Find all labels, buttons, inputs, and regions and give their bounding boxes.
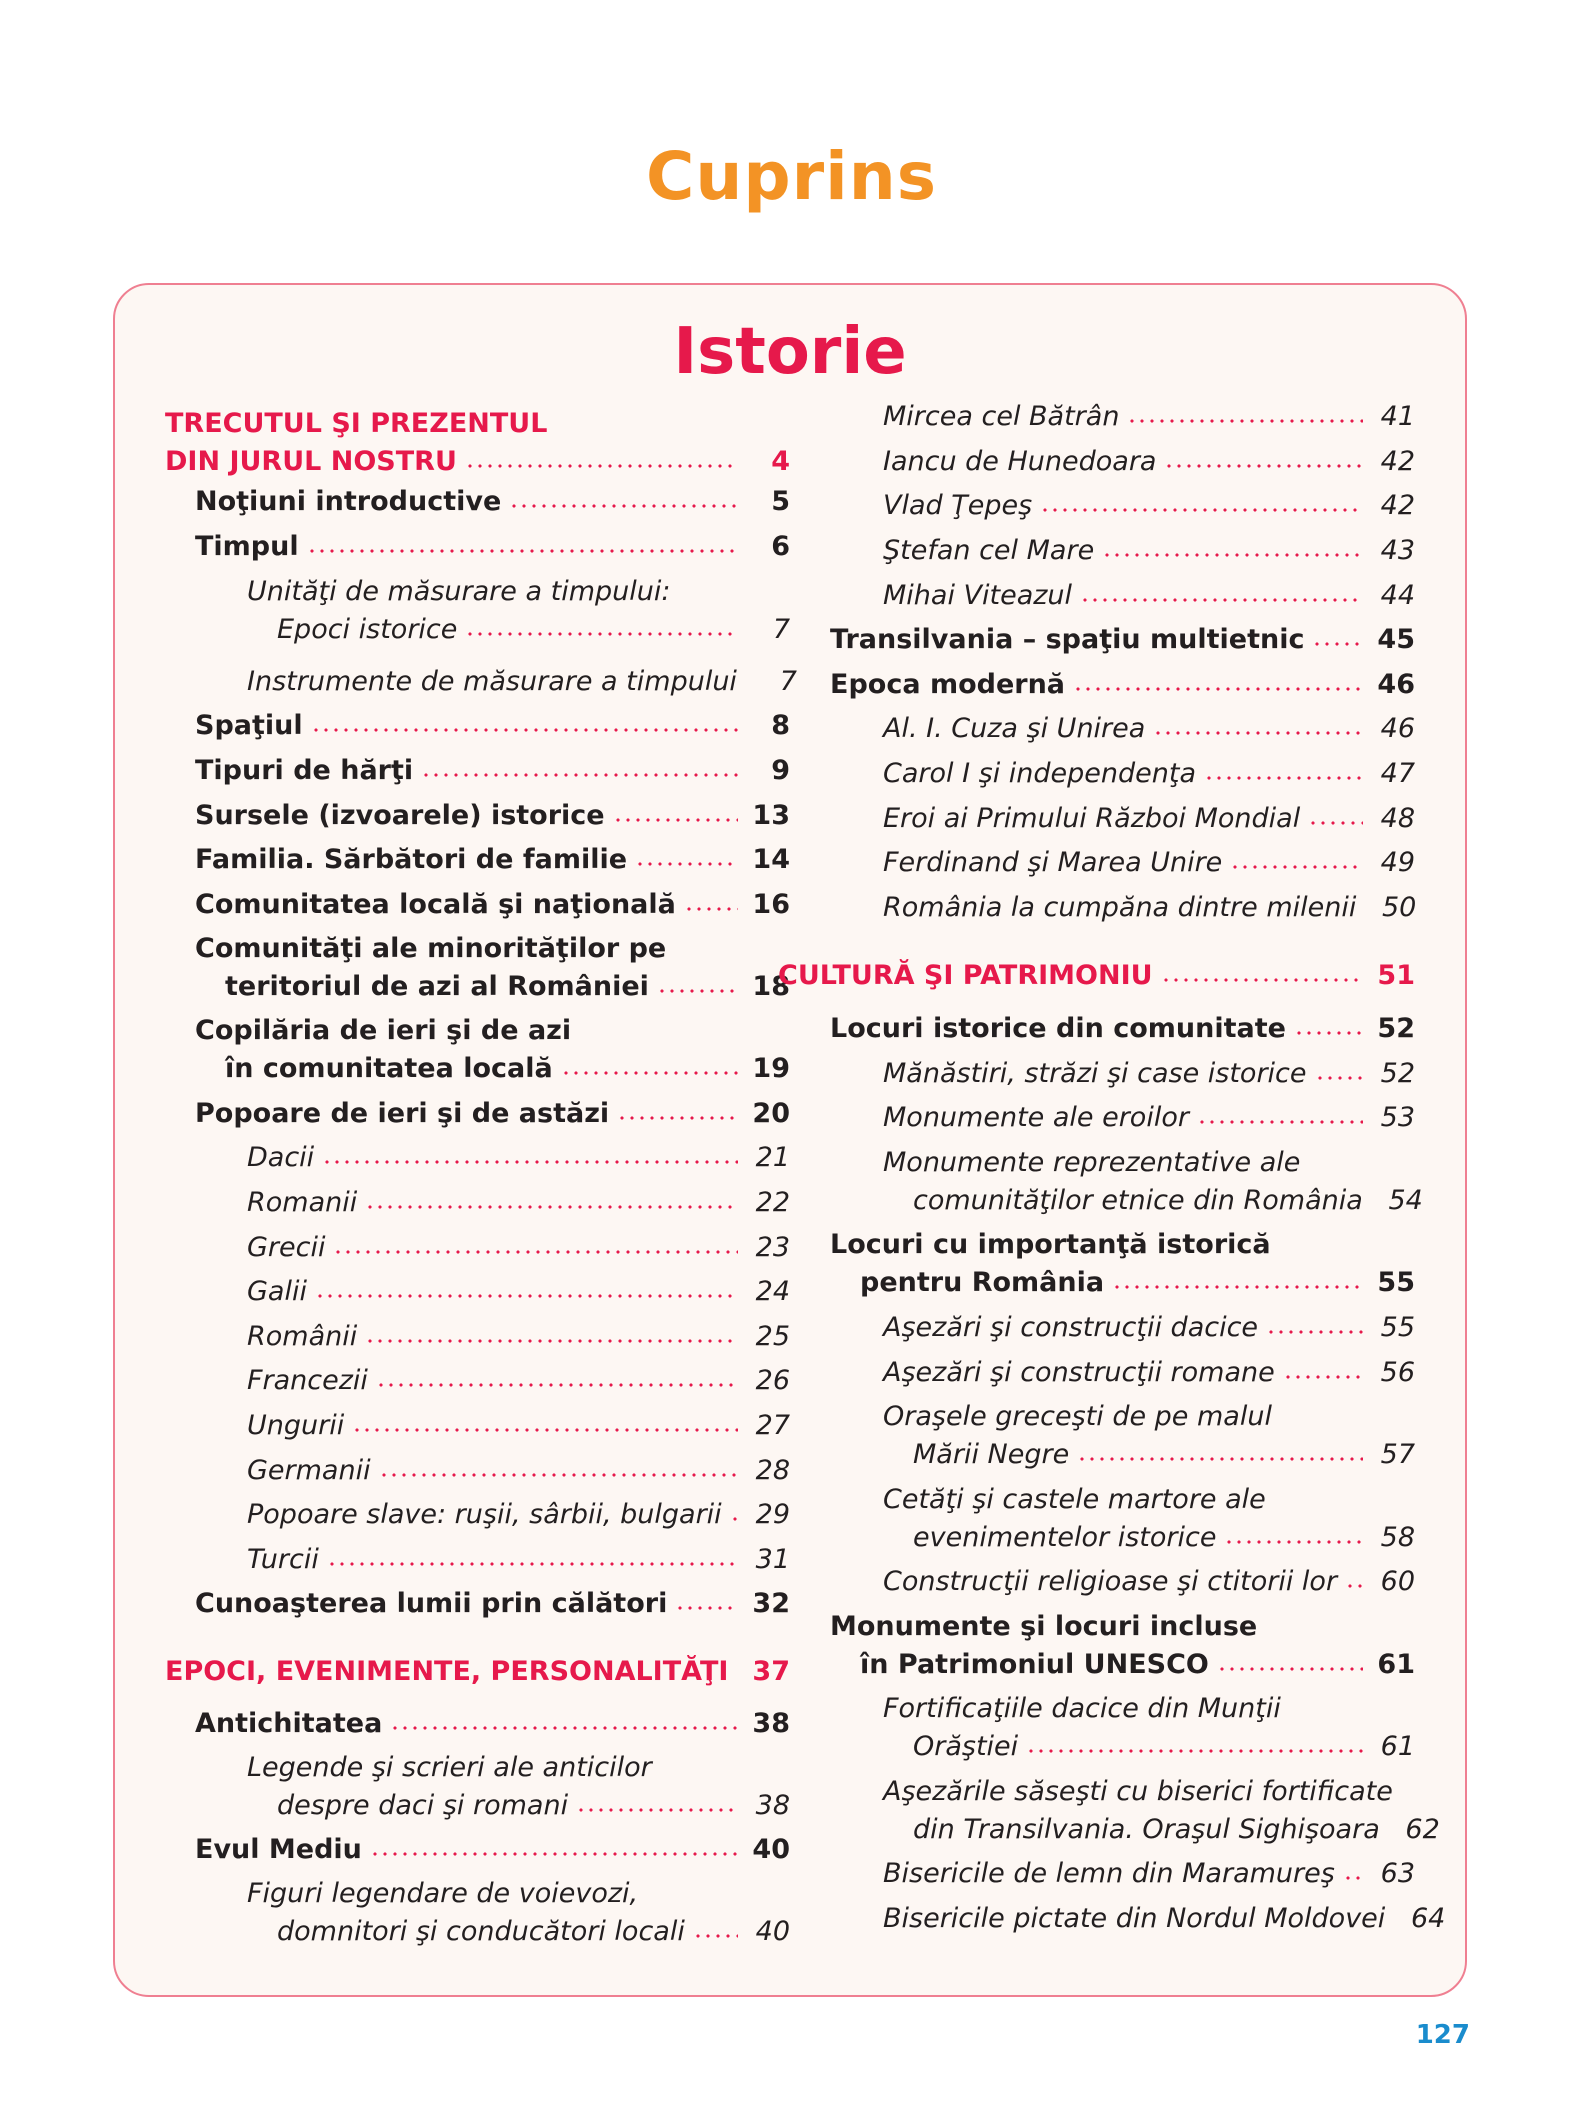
dot-leader xyxy=(1102,553,1363,557)
toc-page-number: 37 xyxy=(752,1656,790,1687)
toc-entry-title-line1: Figuri legendare de voievozi, xyxy=(247,1878,639,1909)
toc-entry-line xyxy=(913,1182,1423,1220)
toc-page-number: 51 xyxy=(1377,960,1415,991)
toc-entry[interactable] xyxy=(165,1541,790,1579)
toc-entry-title: Al. I. Cuza şi Unirea xyxy=(883,713,1146,744)
toc-page-number: 18 xyxy=(752,971,790,1002)
toc-entry-title: Spaţiul xyxy=(195,710,303,741)
toc-page-number: 61 xyxy=(1380,1731,1415,1762)
toc-entry[interactable] xyxy=(805,889,1415,927)
toc-page-number: 8 xyxy=(771,710,790,741)
dot-leader xyxy=(1315,1076,1363,1080)
toc-entry[interactable] xyxy=(805,1398,1415,1474)
toc-entry-title-line1: Comunităţi ale minorităţilor pe xyxy=(195,933,667,964)
toc-entry-title-line1: Monumente şi locuri incluse xyxy=(830,1611,1258,1642)
toc-page-number: 44 xyxy=(1380,580,1415,611)
toc-entry[interactable] xyxy=(165,1184,790,1222)
toc-entry-line xyxy=(247,1273,790,1311)
toc-page-number: 5 xyxy=(771,486,790,517)
toc-page-number: 54 xyxy=(1388,1185,1423,1216)
dot-leader xyxy=(1266,1330,1363,1334)
toc-entry[interactable] xyxy=(165,1318,790,1356)
dot-leader xyxy=(1077,1457,1363,1461)
toc-entry[interactable] xyxy=(165,663,797,701)
toc-entry-title: Locuri istorice din comunitate xyxy=(830,1013,1286,1044)
dot-leader xyxy=(1153,731,1363,735)
toc-entry[interactable] xyxy=(805,621,1415,659)
toc-entry-line xyxy=(247,1452,790,1490)
toc-page-number: 14 xyxy=(752,844,790,875)
toc-entry-title: Antichitatea xyxy=(195,1708,383,1739)
toc-entry-title: evenimentelor istorice xyxy=(913,1522,1217,1553)
toc-entry-title: Ungurii xyxy=(247,1410,345,1441)
toc-entry-line xyxy=(883,532,1415,570)
toc-page-number: 41 xyxy=(1380,401,1415,432)
toc-entry-title: CULTURĂ ŞI PATRIMONIU xyxy=(778,960,1153,991)
dot-leader xyxy=(390,1726,738,1730)
toc-entry-line xyxy=(165,1653,790,1691)
toc-entry-line xyxy=(883,1099,1415,1137)
toc-page-number: 7 xyxy=(779,666,797,697)
toc-section-heading[interactable] xyxy=(778,957,1415,995)
toc-entry-title: Mării Negre xyxy=(913,1439,1070,1470)
toc-entry[interactable] xyxy=(165,1875,790,1951)
toc-entry-title: Transilvania – spaţiu multietnic xyxy=(830,624,1305,655)
toc-entry-title: Galii xyxy=(247,1276,307,1307)
toc-page-number: 64 xyxy=(1410,1903,1446,1934)
toc-page-number: 50 xyxy=(1381,892,1417,923)
toc-section-heading[interactable] xyxy=(165,405,790,481)
toc-entry-title: Evul Mediu xyxy=(195,1834,362,1865)
toc-entry-line xyxy=(830,621,1415,659)
toc-entry-line xyxy=(195,528,790,566)
dot-leader xyxy=(613,818,738,822)
toc-entry[interactable] xyxy=(805,398,1415,436)
toc-entry-title: Dacii xyxy=(247,1142,315,1173)
toc-page-number: 62 xyxy=(1405,1814,1440,1845)
toc-entry-title-line1: Cetăţi şi castele martore ale xyxy=(883,1484,1266,1515)
toc-page-number: 63 xyxy=(1380,1858,1415,1889)
toc-entry-line xyxy=(883,844,1415,882)
toc-page-number: 19 xyxy=(752,1053,790,1084)
toc-entry[interactable] xyxy=(805,844,1415,882)
toc-entry[interactable] xyxy=(805,1055,1415,1093)
toc-page-number: 61 xyxy=(1377,1649,1415,1680)
toc-entry-line xyxy=(195,841,790,879)
toc-page-number: 40 xyxy=(752,1834,790,1865)
toc-page-number: 52 xyxy=(1377,1013,1415,1044)
toc-page-number: 56 xyxy=(1380,1357,1415,1388)
dot-leader xyxy=(675,1606,738,1610)
toc-entry-line xyxy=(913,1811,1440,1849)
toc-entry[interactable] xyxy=(805,532,1415,570)
section-title-istorie: Istorie xyxy=(673,315,907,389)
toc-entry-line xyxy=(883,1354,1415,1392)
toc-entry[interactable] xyxy=(805,1099,1415,1137)
toc-entry[interactable] xyxy=(805,1900,1446,1938)
toc-entry[interactable] xyxy=(165,797,790,835)
toc-page-number: 46 xyxy=(1380,713,1415,744)
toc-entry-title-line1: Fortificaţiile dacice din Munţii xyxy=(883,1693,1281,1724)
toc-entry-line xyxy=(883,1309,1415,1347)
toc-entry-line xyxy=(883,1563,1415,1601)
toc-entry-title: Mănăstiri, străzi şi case istorice xyxy=(883,1058,1307,1089)
toc-entry-title: domnitori şi conducători locali xyxy=(277,1916,685,1947)
toc-page-number: 53 xyxy=(1380,1102,1415,1133)
toc-entry-title: Monumente ale eroilor xyxy=(883,1102,1189,1133)
dot-leader xyxy=(315,1294,738,1298)
toc-entry-title: în Patrimoniul UNESCO xyxy=(860,1649,1209,1680)
toc-entry[interactable] xyxy=(165,930,790,1006)
dot-leader xyxy=(736,1674,738,1678)
toc-entry-title: Construcţii religioase şi ctitorii lor xyxy=(883,1566,1338,1597)
toc-entry[interactable] xyxy=(805,1144,1423,1220)
dot-leader xyxy=(1345,1584,1363,1588)
toc-entry[interactable] xyxy=(805,1481,1415,1557)
toc-entry[interactable] xyxy=(165,1407,790,1445)
toc-entry-line xyxy=(883,800,1415,838)
dot-leader xyxy=(352,1428,738,1432)
toc-entry-title-line1: Monumente reprezentative ale xyxy=(883,1147,1301,1178)
dot-leader xyxy=(1343,1876,1363,1880)
toc-entry-title-line1: TRECUTUL ŞI PREZENTUL xyxy=(165,408,548,439)
dot-leader xyxy=(617,1116,738,1120)
toc-entry-title: Bisericile de lemn din Maramureş xyxy=(883,1858,1335,1889)
toc-entry-line xyxy=(913,1519,1415,1557)
toc-entry-line xyxy=(883,1855,1415,1893)
dot-leader xyxy=(1230,865,1363,869)
toc-entry-line xyxy=(860,1264,1415,1302)
dot-leader xyxy=(1312,642,1363,646)
toc-entry-line xyxy=(195,1585,790,1623)
dot-leader xyxy=(307,549,738,553)
toc-entry-line xyxy=(883,889,1415,927)
toc-page-number: 38 xyxy=(755,1790,790,1821)
toc-page-number: 27 xyxy=(755,1410,790,1441)
toc-entry-title: România la cumpăna dintre milenii xyxy=(883,892,1357,923)
toc-entry-line xyxy=(195,1095,790,1133)
toc-entry[interactable] xyxy=(165,483,790,521)
dot-leader xyxy=(1073,687,1363,691)
toc-page-number: 22 xyxy=(755,1187,790,1218)
toc-page-number: 20 xyxy=(752,1098,790,1129)
toc-entry-line xyxy=(277,611,790,649)
toc-entry[interactable] xyxy=(165,573,790,649)
toc-entry-title: Aşezări şi construcţii romane xyxy=(883,1357,1275,1388)
dot-leader xyxy=(1164,464,1363,468)
toc-entry-line xyxy=(883,1900,1446,1938)
toc-entry[interactable] xyxy=(805,1010,1415,1048)
dot-leader xyxy=(1204,776,1363,780)
toc-entry-title: Mircea cel Bătrân xyxy=(883,401,1120,432)
dot-leader xyxy=(576,1808,738,1812)
toc-entry-title: Ferdinand şi Marea Unire xyxy=(883,847,1223,878)
toc-page-number: 7 xyxy=(772,614,790,645)
toc-page-number: 57 xyxy=(1380,1439,1415,1470)
toc-entry-title: Turcii xyxy=(247,1544,319,1575)
toc-page-number: 47 xyxy=(1380,758,1415,789)
dot-leader xyxy=(465,632,738,636)
toc-page-number: 38 xyxy=(752,1708,790,1739)
dot-leader xyxy=(561,1071,738,1075)
dot-leader xyxy=(1308,821,1363,825)
toc-page-number: 13 xyxy=(752,800,790,831)
toc-page-number: 26 xyxy=(755,1365,790,1396)
dot-leader xyxy=(1224,1540,1363,1544)
toc-entry-line xyxy=(883,487,1415,525)
dot-leader xyxy=(421,773,738,777)
toc-page-number: 21 xyxy=(755,1142,790,1173)
toc-page-number: 43 xyxy=(1380,535,1415,566)
toc-entry[interactable] xyxy=(805,1608,1415,1684)
toc-entry[interactable] xyxy=(165,528,790,566)
toc-page-number: 24 xyxy=(755,1276,790,1307)
toc-entry-line xyxy=(195,797,790,835)
toc-entry-line xyxy=(913,1728,1415,1766)
toc-entry[interactable] xyxy=(165,1229,790,1267)
page-number: 127 xyxy=(1415,2020,1470,2050)
toc-entry-title: Vlad Ţepeş xyxy=(883,490,1033,521)
toc-entry-line xyxy=(247,1318,790,1356)
toc-page-number: 52 xyxy=(1380,1058,1415,1089)
dot-leader xyxy=(684,907,738,911)
dot-leader xyxy=(1294,1031,1363,1035)
toc-entry-title: Mihai Viteazul xyxy=(883,580,1073,611)
toc-entry-title: Românii xyxy=(247,1321,358,1352)
toc-entry-title-line1: Oraşele greceşti de pe malul xyxy=(883,1401,1272,1432)
dot-leader xyxy=(379,1473,738,1477)
toc-box xyxy=(113,283,1467,1997)
dot-leader xyxy=(657,989,738,993)
toc-entry[interactable] xyxy=(805,1773,1440,1849)
toc-entry-line xyxy=(247,1362,790,1400)
toc-entry-line xyxy=(195,707,790,745)
dot-leader xyxy=(333,1250,738,1254)
toc-entry[interactable] xyxy=(805,1309,1415,1347)
toc-entry-title: în comunitatea locală xyxy=(225,1053,553,1084)
toc-entry-title: Popoare de ieri şi de astăzi xyxy=(195,1098,610,1129)
toc-page-number: 4 xyxy=(771,446,790,477)
toc-page-number: 9 xyxy=(771,755,790,786)
toc-entry-title: DIN JURUL NOSTRU xyxy=(165,446,457,477)
toc-entry-line xyxy=(195,1831,790,1869)
toc-entry[interactable] xyxy=(805,1226,1415,1302)
toc-entry[interactable] xyxy=(165,752,790,790)
toc-entry-line xyxy=(883,443,1415,481)
dot-leader xyxy=(509,504,738,508)
toc-entry-title: din Transilvania. Oraşul Sighişoara xyxy=(913,1814,1380,1845)
toc-page-number: 28 xyxy=(755,1455,790,1486)
dot-leader xyxy=(1040,508,1363,512)
toc-entry[interactable] xyxy=(805,487,1415,525)
toc-page-number: 42 xyxy=(1380,446,1415,477)
toc-entry-title: Comunitatea locală şi naţională xyxy=(195,889,676,920)
toc-entry[interactable] xyxy=(165,1095,790,1133)
toc-entry-title: Ştefan cel Mare xyxy=(883,535,1095,566)
dot-leader xyxy=(1112,1285,1363,1289)
toc-entry[interactable] xyxy=(165,841,790,879)
dot-leader xyxy=(1217,1667,1363,1671)
toc-entry-line xyxy=(225,968,790,1006)
toc-entry-title: pentru România xyxy=(860,1267,1105,1298)
dot-leader xyxy=(322,1160,738,1164)
toc-entry-line xyxy=(883,710,1415,748)
dot-leader xyxy=(365,1339,738,1343)
toc-page-number: 46 xyxy=(1377,669,1415,700)
toc-entry[interactable] xyxy=(805,1855,1415,1893)
dot-leader xyxy=(1080,598,1363,602)
toc-entry[interactable] xyxy=(165,1705,790,1743)
toc-page-number: 29 xyxy=(755,1499,790,1530)
toc-entry-title: Epoci istorice xyxy=(277,614,458,645)
toc-entry-title: Tipuri de hărţi xyxy=(195,755,414,786)
toc-entry-title: Iancu de Hunedoara xyxy=(883,446,1157,477)
toc-entry[interactable] xyxy=(165,1273,790,1311)
toc-entry-line xyxy=(830,1010,1415,1048)
toc-page-number: 6 xyxy=(771,531,790,562)
toc-entry[interactable] xyxy=(165,1496,790,1534)
toc-entry[interactable] xyxy=(805,1563,1415,1601)
dot-leader xyxy=(327,1562,738,1566)
toc-entry-title: Aşezări şi construcţii dacice xyxy=(883,1312,1259,1343)
toc-entry-line xyxy=(277,1913,790,1951)
toc-entry[interactable] xyxy=(165,1362,790,1400)
toc-entry-line xyxy=(883,398,1415,436)
toc-entry-line xyxy=(195,483,790,521)
toc-entry-line xyxy=(778,957,1415,995)
toc-entry[interactable] xyxy=(805,666,1415,704)
toc-entry[interactable] xyxy=(805,577,1415,615)
toc-page-number: 55 xyxy=(1377,1267,1415,1298)
toc-entry-title: EPOCI, EVENIMENTE, PERSONALITĂŢI xyxy=(165,1656,729,1687)
toc-page-number: 58 xyxy=(1380,1522,1415,1553)
toc-entry-line xyxy=(195,886,790,924)
toc-entry-title: Carol I şi independenţa xyxy=(883,758,1197,789)
dot-leader xyxy=(1026,1749,1363,1753)
dot-leader xyxy=(376,1383,738,1387)
toc-page-number: 32 xyxy=(752,1588,790,1619)
toc-entry-line xyxy=(195,752,790,790)
toc-page-number: 40 xyxy=(755,1916,790,1947)
toc-page-number: 16 xyxy=(752,889,790,920)
toc-entry[interactable] xyxy=(165,707,790,745)
toc-page-number: 45 xyxy=(1377,624,1415,655)
toc-entry-title: comunităţilor etnice din România xyxy=(913,1185,1363,1216)
dot-leader xyxy=(693,1934,738,1938)
toc-entry-line xyxy=(247,1139,790,1177)
toc-page-number: 49 xyxy=(1380,847,1415,878)
toc-entry-line xyxy=(830,666,1415,704)
toc-entry-title-line1: Legende şi scrieri ale anticilor xyxy=(247,1752,652,1783)
toc-entry-title-line1: Aşezările săseşti cu biserici fortificate xyxy=(883,1776,1393,1807)
toc-entry[interactable] xyxy=(805,1690,1415,1766)
toc-entry-title: Bisericile pictate din Nordul Moldovei xyxy=(883,1903,1386,1934)
toc-entry-title: Grecii xyxy=(247,1232,326,1263)
toc-entry-title: Popoare slave: ruşii, sârbii, bulgarii xyxy=(247,1499,722,1530)
toc-entry-title: despre daci şi romani xyxy=(277,1790,569,1821)
toc-entry-line xyxy=(195,1705,790,1743)
toc-page-number: 42 xyxy=(1380,490,1415,521)
toc-entry-title: Instrumente de măsurare a timpului xyxy=(247,666,737,697)
dot-leader xyxy=(1161,978,1363,982)
toc-entry-title: Noţiuni introductive xyxy=(195,486,502,517)
toc-entry-line xyxy=(247,1407,790,1445)
page-title: Cuprins xyxy=(645,138,938,215)
toc-page-number: 31 xyxy=(755,1544,790,1575)
toc-entry[interactable] xyxy=(165,1012,790,1088)
dot-leader xyxy=(1197,1120,1363,1124)
toc-entry-title: Sursele (izvoarele) istorice xyxy=(195,800,605,831)
toc-page-number: 23 xyxy=(755,1232,790,1263)
toc-entry[interactable] xyxy=(805,443,1415,481)
toc-entry-title: Romanii xyxy=(247,1187,358,1218)
toc-entry-title: Familia. Sărbători de familie xyxy=(195,844,628,875)
toc-entry[interactable] xyxy=(165,1139,790,1177)
toc-entry-line xyxy=(883,755,1415,793)
dot-leader xyxy=(311,728,738,732)
toc-entry-line xyxy=(883,577,1415,615)
toc-entry-title-line1: Copilăria de ieri şi de azi xyxy=(195,1015,572,1046)
toc-entry-line xyxy=(883,1055,1415,1093)
toc-entry[interactable] xyxy=(165,1831,790,1869)
toc-entry[interactable] xyxy=(165,886,790,924)
toc-entry-line xyxy=(247,1229,790,1267)
toc-page-number: 25 xyxy=(755,1321,790,1352)
toc-entry-title: Timpul xyxy=(195,531,299,562)
toc-entry[interactable] xyxy=(165,1585,790,1623)
toc-entry-title-line1: Locuri cu importanţă istorică xyxy=(830,1229,1271,1260)
toc-section-heading[interactable] xyxy=(165,1653,790,1691)
toc-entry-line xyxy=(247,663,797,701)
toc-entry-line xyxy=(277,1787,790,1825)
toc-entry-line xyxy=(860,1646,1415,1684)
toc-entry[interactable] xyxy=(805,710,1415,748)
toc-entry-title: Orăştiei xyxy=(913,1731,1019,1762)
toc-entry-line xyxy=(165,443,790,481)
toc-entry-title-line1: Unităţi de măsurare a timpului: xyxy=(247,576,671,607)
dot-leader xyxy=(1283,1375,1363,1379)
toc-entry-title: Francezii xyxy=(247,1365,368,1396)
dot-leader xyxy=(635,862,738,866)
toc-entry-title: Epoca modernă xyxy=(830,669,1066,700)
toc-entry-line xyxy=(247,1496,790,1534)
toc-page-number: 60 xyxy=(1380,1566,1415,1597)
dot-leader xyxy=(730,1517,738,1521)
toc-entry-title: Cunoaşterea lumii prin călători xyxy=(195,1588,668,1619)
toc-entry-title: teritoriul de azi al României xyxy=(225,971,649,1002)
dot-leader xyxy=(365,1205,738,1209)
toc-entry[interactable] xyxy=(165,1452,790,1490)
toc-page-number: 55 xyxy=(1380,1312,1415,1343)
toc-entry-title: Eroi ai Primului Război Mondial xyxy=(883,803,1301,834)
toc-entry[interactable] xyxy=(805,800,1415,838)
toc-entry[interactable] xyxy=(165,1749,790,1825)
dot-leader xyxy=(1127,419,1363,423)
toc-page-number: 48 xyxy=(1380,803,1415,834)
toc-entry-title: Germanii xyxy=(247,1455,371,1486)
toc-entry-line xyxy=(247,1541,790,1579)
toc-entry-line xyxy=(913,1436,1415,1474)
toc-entry-line xyxy=(247,1184,790,1222)
toc-entry-line xyxy=(225,1050,790,1088)
dot-leader xyxy=(370,1852,738,1856)
dot-leader xyxy=(465,464,738,468)
toc-entry[interactable] xyxy=(805,1354,1415,1392)
toc-entry[interactable] xyxy=(805,755,1415,793)
